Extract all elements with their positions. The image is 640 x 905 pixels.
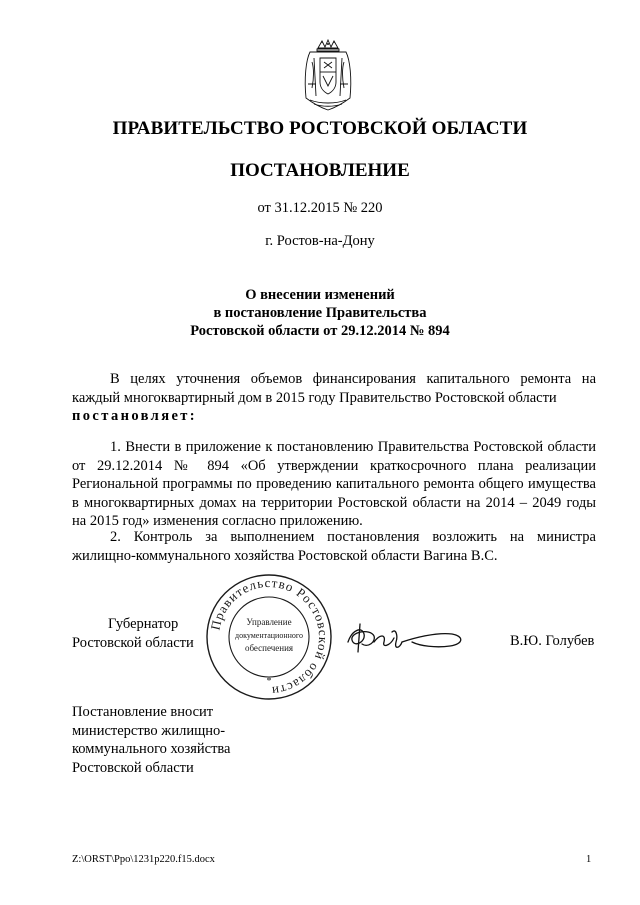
document-type: ПОСТАНОВЛЕНИЕ <box>230 160 410 181</box>
document-subject <box>0 286 640 340</box>
handwritten-signature <box>340 612 470 660</box>
preamble-text: В целях уточнения объемов финансирования капитального ремонта на каждый многоквартирный дом в 2015 году Правительство Ростовской области <box>72 371 596 406</box>
seal-ring-text: Правительство Ростовской области <box>207 574 332 700</box>
decree-item <box>72 438 596 531</box>
svg-text:*: * <box>266 676 272 687</box>
signer-name: В.Ю. Голубев <box>510 633 595 649</box>
footer-file-path: Z:\ORST\Ppo\1231p220.f15.docx <box>72 854 215 865</box>
signer-title-line: Ростовской области <box>72 634 194 651</box>
submitter-line: коммунального хозяйства <box>72 741 231 757</box>
seal-center-line: обеспечения <box>244 643 294 653</box>
seal-center-line: Управление <box>246 617 292 627</box>
submitter-line: министерство жилищно- <box>72 722 226 739</box>
subject-line: в постановление Правительства <box>213 305 427 321</box>
footer-page-number: 1 <box>586 854 592 865</box>
official-seal <box>203 572 335 702</box>
signer-title <box>72 615 194 652</box>
submitter-line: Ростовской области <box>72 759 194 776</box>
seal-center-line: документационного <box>235 631 303 640</box>
organization-title: ПРАВИТЕЛЬСТВО РОСТОВСКОЙ ОБЛАСТИ <box>112 118 528 139</box>
decree-word: постановляет: <box>72 408 198 424</box>
city-line: г. Ростов-на-Дону <box>265 233 375 249</box>
subject-line: Ростовской области от 29.12.2014 № 894 <box>190 323 450 339</box>
signer-title-line: Губернатор <box>108 616 179 632</box>
subject-line: О внесении изменений <box>245 287 395 303</box>
coat-of-arms-emblem <box>296 38 360 112</box>
submitter-line: Постановление вносит <box>72 704 214 720</box>
submitter-block <box>72 703 231 777</box>
decree-item-text: 1. Внести в приложение к постановлению Правительства Ростовской области от 29.12.2014 № 894 «Об утверждении краткосрочного плана реализации Региональной программы по проведению капитального ремонта общего имущества в многоквартирных домах на территории Ростовской области на 2014 – 2049 годы на 2015 год» изменения согласно приложению. <box>72 439 596 529</box>
date-and-number: от 31.12.2015 № 220 <box>257 200 383 216</box>
decree-item <box>72 528 596 565</box>
decree-item-text: 2. Контроль за выполнением постановления возложить на министра жилищно-коммунального хозяйства Ростовской области Вагина В.С. <box>72 529 596 564</box>
preamble-paragraph <box>72 370 596 426</box>
